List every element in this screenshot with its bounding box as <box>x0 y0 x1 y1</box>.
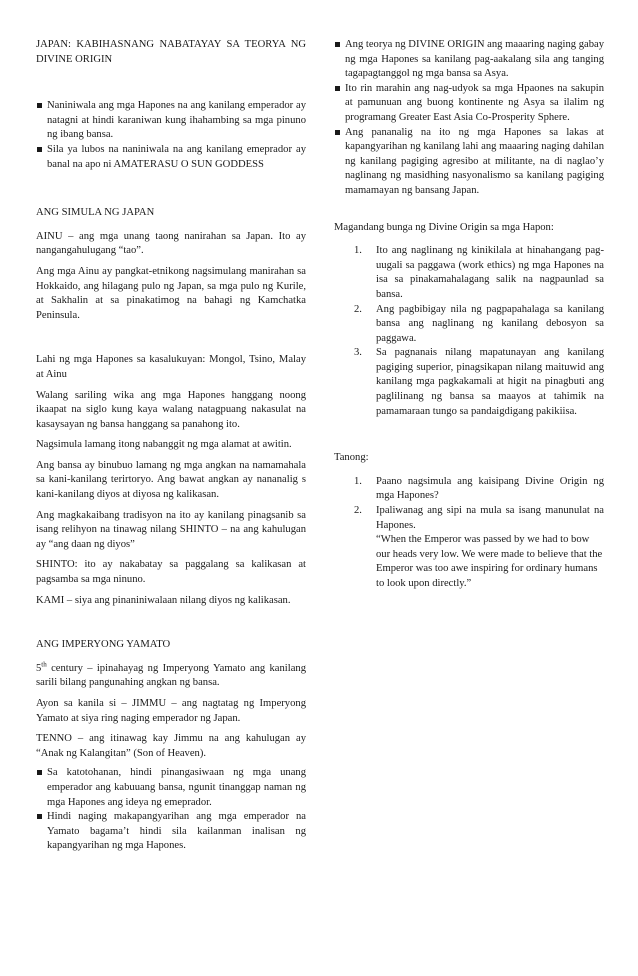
divine-origin-bullet-list <box>334 38 604 199</box>
list-item: Hindi naging makapangyarihan ang mga emperador na Yamato bagama’t hindi sila kailanman inalisan ng kapangyarihan ng mga Hapones. <box>36 810 306 854</box>
list-item: Ito rin marahin ang nag-udyok sa mga Hpaones na sakupin at pamunuan ang buong kontinente ng Asya sa ilalim ng programang Greater East Asia Co-Prosperity Sphere. <box>334 82 604 126</box>
intro-bullet-list <box>36 99 306 172</box>
right-column <box>334 38 604 592</box>
paragraph: SHINTO: ito ay nakabatay sa paggalang sa kalikasan at pagsamba sa mga ninuno. <box>36 559 306 586</box>
yamato-bullet-list <box>36 766 306 854</box>
square-bullet-icon <box>37 103 42 108</box>
list-item: Sa katotohanan, hindi pinangasiwaan ng mga unang emperador ang kabuuang bansa, ngunit tinanggap naman ng mga Hapones ang ideya ng emeprador. <box>36 766 306 810</box>
square-bullet-icon <box>37 814 42 819</box>
paragraph: Ang magkakaibang tradisyon na ito ay kanilang pinagsanib sa isang relihyon na tinawag nilang SHINTO – na ang kahulugan ay “ang daan ng diyos” <box>36 509 306 550</box>
square-bullet-icon <box>37 770 42 775</box>
page-title: JAPAN: KABIHASNANG NABATAYAY SA TEORYA NG DIVINE ORIGIN <box>36 39 306 65</box>
square-bullet-icon <box>335 42 340 47</box>
list-item: Ang pananalig na ito ng mga Hapones sa lakas at kapangyarihan ng kanilang lahi ang maaaring naging dahilan ng kanilang pagiging agresibo at militante, na di naglao’y naglinang ng masidhing nasyonalismo sa kanilang pagiging mamamayan ng bansang Japan. <box>334 126 604 199</box>
section-heading-yamato: ANG IMPERYONG YAMATO <box>36 639 171 651</box>
paragraph: AINU – ang mga unang taong nanirahan sa Japan. Ito ay nangangahulugang “tao”. <box>36 230 306 257</box>
square-bullet-icon <box>37 147 42 152</box>
bunga-numbered-list <box>334 244 604 419</box>
section-heading-bunga: Magandang bunga ng Divine Origin sa mga Hapon: <box>334 221 554 233</box>
paragraph: Ang mga Ainu ay pangkat-etnikong nagsimulang manirahan sa Hokkaido, ang hilagang pulo ng Japan, sa mga pulo ng Kurile, at Sakhalin at sa pinakatimog na bahagi ng Kamchatka Peninsula. <box>36 265 306 321</box>
section-heading-simula: ANG SIMULA NG JAPAN <box>36 207 155 219</box>
tanong-numbered-list <box>334 475 604 592</box>
list-item: 1. Ito ang naglinang ng kinikilala at hinahangang pag-uugali sa paggawa (work ethics) ng mga Hapones na isa sa pinakamahalagang salik na nagpaunlad sa bansa. <box>354 245 604 300</box>
paragraph: Nagsimula lamang itong nabanggit ng mga alamat at awitin. <box>36 439 292 451</box>
list-item: Naniniwala ang mga Hapones na ang kanilang emperador ay natagni at hindi karaniwan kung ihahambing sa mga pinuno ng ibang bansa. <box>36 99 306 143</box>
list-item: Ang teorya ng DIVINE ORIGIN ang maaaring naging gabay ng mga Hapones sa kanilang pag-aakalang sila ang tanging tagapagtanggol ng mga bansa sa Asya. <box>334 38 604 82</box>
quote-block: “When the Emperor was passed by we had to bow our heads very low. We were made to believe that the Emperor was too awe inspiring for ordinary humans to look upon directly.” <box>376 534 603 589</box>
paragraph: TENNO – ang itinawag kay Jimmu na ang kahulugan ay “Anak ng Kalangitan” (Son of Heaven). <box>36 733 306 759</box>
square-bullet-icon <box>335 86 340 91</box>
square-bullet-icon <box>335 130 340 135</box>
list-item: 3. Sa pagnanais nilang mapatunayan ang kanilang pagiging superior, pinagsikapan nilang maituwid ang kanilang mga pagkakamali at higit na pinagbuti ang paglilinang ng bansa sa maayos at tahimik na pamamaraan tungo sa pandaigdigang pakikiisa. <box>354 347 604 417</box>
paragraph: KAMI – siya ang pinaniniwalaan nilang diyos ng kalikasan. <box>36 594 291 606</box>
left-column <box>36 38 306 854</box>
list-item: Sila ya lubos na naniniwala na ang kanilang emeprador ay banal na apo ni AMATERASU O SUN GODDESS <box>36 143 306 172</box>
list-item: 2. Ang pagbibigay nila ng pagpapahalaga sa kanilang bansa ang naglinang ng kanilang debosyon sa paggawa. <box>354 303 604 344</box>
list-item: 1. Paano nagsimula ang kaisipang Divine Origin ng mga Hapones? <box>354 475 604 502</box>
section-heading-tanong: Tanong: <box>334 452 369 464</box>
paragraph: Ayon sa kanila si – JIMMU – ang nagtatag ng Imperyong Yamato at siya ring naging emperador ng Japan. <box>36 698 306 724</box>
paragraph: Lahi ng mga Hapones sa kasalukuyan: Mongol, Tsino, Malay at Ainu <box>36 354 306 380</box>
paragraph: 5th century – ipinahayag ng Imperyong Yamato ang kanilang sarili bilang pangunahing angkan ng bansa. <box>36 660 306 689</box>
paragraph: Walang sariling wika ang mga Hapones hanggang noong ikaapat na siglo kung kaya walang natagpuang nakasulat na kasaysayan ng bansa hanggang sa panahong ito. <box>36 389 306 430</box>
list-item: 2. Ipaliwanag ang sipi na mula sa isang manunulat na Hapones. “When the Emperor was passed by we had to bow our heads very low. We were made to believe that the Emperor was too awe inspiring for ordinary humans to look upon directly.” <box>334 504 604 592</box>
paragraph: Ang bansa ay binubuo lamang ng mga angkan na namamahala sa kani-kanilang terirtoryo. Ang bawat angkan ay nananalig s kani-kanilang diyos at diyosa ng kalikasan. <box>36 459 306 501</box>
